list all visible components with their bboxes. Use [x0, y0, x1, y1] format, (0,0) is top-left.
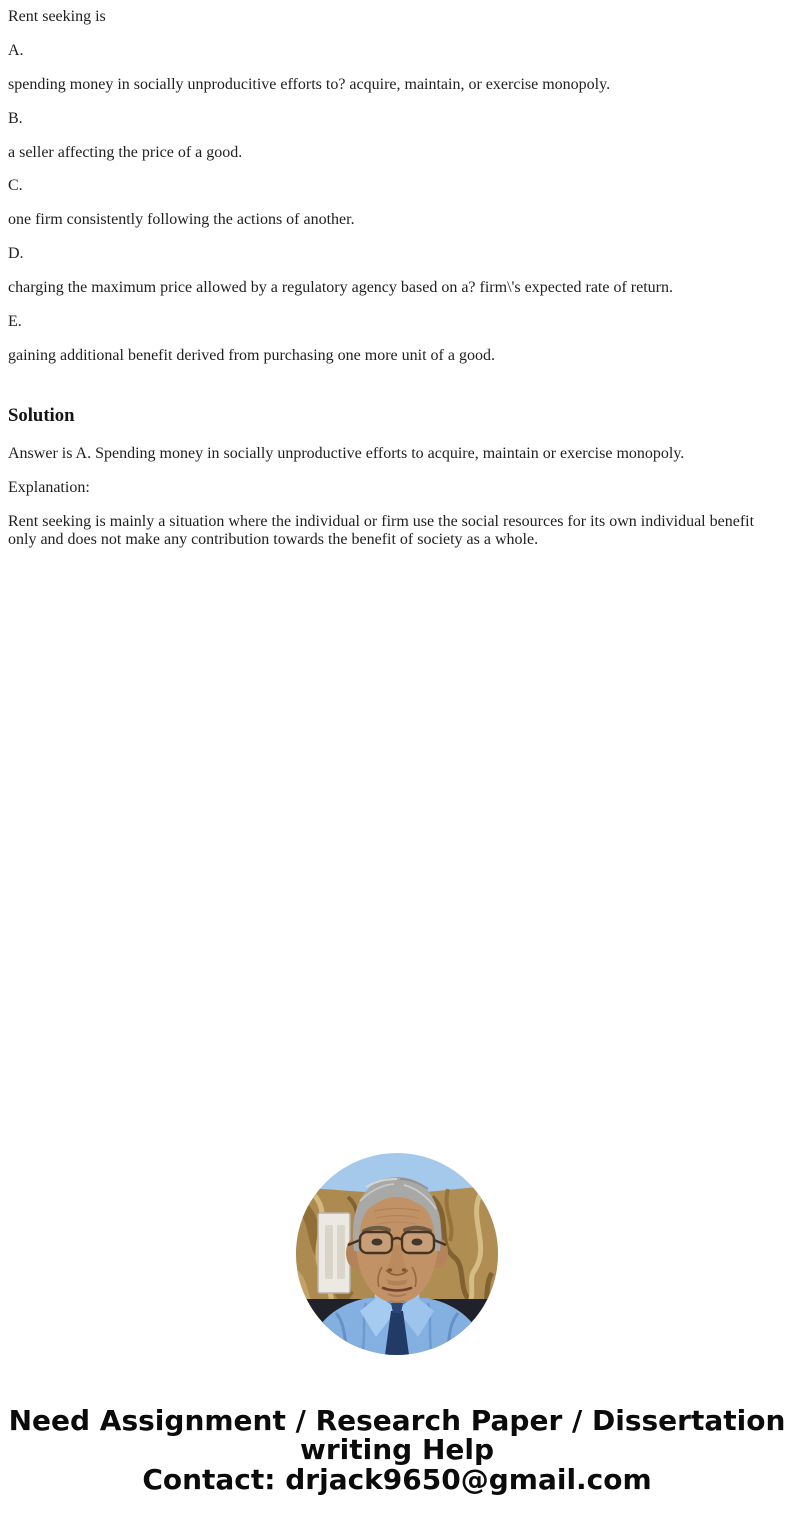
- profile-photo-container: [296, 1153, 498, 1355]
- footer-line-2: writing Help: [299, 1433, 495, 1467]
- footer-banner: [0, 1403, 794, 1496]
- option-text-d: charging the maximum price allowed by a regulatory agency based on a? firm\'s expected rate of return.: [8, 279, 673, 297]
- option-text-a: spending money in socially unproducitive efforts to? acquire, maintain, or exercise monopoly.: [8, 75, 611, 93]
- profile-photo: [296, 1153, 498, 1355]
- question-document: [0, 0, 794, 565]
- option-text-e: gaining additional benefit derived from purchasing one more unit of a good.: [8, 346, 495, 364]
- photo-switch-plate: [318, 1213, 350, 1293]
- footer-line-1: Need Assignment / Research Paper / Dissertation: [8, 1403, 786, 1437]
- option-text-b: a seller affecting the price of a good.: [8, 143, 243, 161]
- photo-red-object: [452, 1339, 492, 1355]
- solution-heading: Solution: [8, 405, 75, 427]
- option-label-d: D.: [8, 245, 24, 263]
- footer-contact: Contact: drjack9650@gmail.com: [142, 1462, 652, 1496]
- explanation-label: Explanation:: [8, 478, 90, 496]
- option-label-a: A.: [8, 41, 24, 59]
- option-label-e: E.: [8, 313, 22, 331]
- option-label-b: B.: [8, 109, 23, 127]
- explanation-text: Rent seeking is mainly a situation where the individual or firm use the social resources for its own individual benefit only and does not make any contribution towards the benefit of society as a whole.: [8, 512, 755, 548]
- solution-answer: Answer is A. Spending money in socially unproductive efforts to acquire, maintain or exercise monopoly.: [8, 444, 685, 462]
- option-text-c: one firm consistently following the actions of another.: [8, 211, 355, 229]
- option-label-c: C.: [8, 177, 23, 195]
- question-text: Rent seeking is: [8, 8, 106, 25]
